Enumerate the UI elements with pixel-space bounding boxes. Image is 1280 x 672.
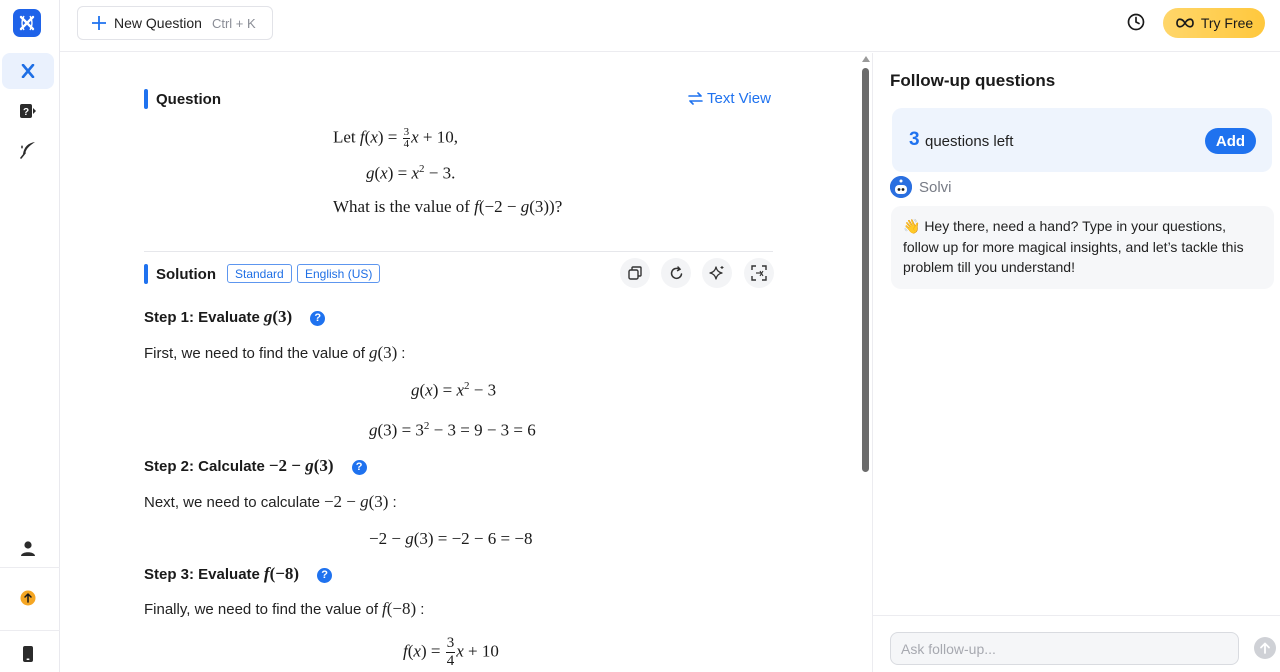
section-marker bbox=[144, 89, 148, 109]
scan-icon bbox=[751, 265, 767, 281]
bot-message: 👋 Hey there, need a hand? Type in your questions, follow up for more magical insights, and let’s tackle this problem till you understand! bbox=[891, 206, 1274, 289]
step-1-title: Step 1: Evaluate g(3) ? bbox=[144, 307, 325, 327]
section-divider bbox=[144, 251, 773, 252]
add-questions-button[interactable]: Add bbox=[1205, 128, 1256, 154]
help-icon[interactable]: ? bbox=[317, 568, 332, 583]
text-view-button[interactable] bbox=[688, 90, 771, 107]
section-marker bbox=[144, 264, 148, 284]
questions-left-count: 3 bbox=[909, 129, 920, 150]
step-3-title: Step 3: Evaluate f(−8) ? bbox=[144, 564, 332, 584]
sidebar-divider-bottom bbox=[0, 630, 60, 631]
robot-avatar-icon bbox=[890, 176, 912, 198]
sidebar-item-upgrade[interactable] bbox=[2, 580, 54, 616]
sidebar-item-homework[interactable] bbox=[2, 93, 54, 129]
question-header bbox=[144, 89, 221, 109]
sidebar-item-solver[interactable] bbox=[2, 53, 54, 89]
upgrade-arrow-icon bbox=[20, 590, 36, 606]
questions-left-card bbox=[892, 108, 1272, 172]
followup-title: Follow-up questions bbox=[890, 71, 1056, 90]
regenerate-button[interactable] bbox=[661, 258, 691, 288]
help-icon[interactable]: ? bbox=[310, 311, 325, 326]
solution-header bbox=[144, 264, 216, 284]
sidebar-item-account[interactable] bbox=[2, 530, 54, 566]
quill-pen-icon bbox=[19, 141, 37, 159]
step-1-equation-1: $g(x) = x^2 - 3$ bbox=[411, 380, 497, 400]
step-3-text: Finally, we need to find the value of f(−8) : bbox=[144, 599, 425, 618]
help-icon[interactable]: ? bbox=[352, 460, 367, 475]
let-text: Let bbox=[333, 127, 356, 147]
math-x-icon bbox=[20, 64, 36, 78]
sidebar-item-writer[interactable] bbox=[2, 132, 54, 168]
swap-arrows-icon bbox=[688, 92, 703, 105]
followup-panel bbox=[872, 53, 1280, 672]
question-line-1: Let f(x) = $\frac{3}{4}$ x + 10, bbox=[333, 126, 458, 150]
step-1-text: First, we need to find the value of g(3) : bbox=[144, 343, 406, 362]
step-2-text: Next, we need to calculate −2 − g(3) : bbox=[144, 492, 397, 511]
top-bar bbox=[60, 0, 1280, 52]
bot-name: Solvi bbox=[919, 179, 952, 196]
text-view-label: Text View bbox=[707, 90, 771, 107]
arrow-up-icon bbox=[1259, 642, 1271, 654]
send-button[interactable] bbox=[1254, 637, 1276, 659]
question-heading: Question bbox=[156, 90, 222, 108]
scan-button[interactable] bbox=[744, 258, 774, 288]
tag-standard[interactable]: Standard bbox=[227, 264, 292, 283]
plus-icon bbox=[92, 16, 106, 30]
sidebar bbox=[0, 0, 60, 672]
user-icon bbox=[20, 540, 36, 556]
copy-icon bbox=[628, 266, 642, 280]
new-question-shortcut: Ctrl + K bbox=[211, 15, 256, 31]
followup-input[interactable] bbox=[890, 632, 1239, 665]
step-3-equation: f(x) = $\frac{3}{4}$ x + 10 bbox=[403, 635, 499, 669]
try-free-label: Try Free bbox=[1200, 15, 1254, 31]
solution-heading: Solution bbox=[156, 265, 216, 283]
question-line-2: $g(x) = x^2 - 3$. bbox=[366, 163, 456, 183]
sidebar-divider bbox=[0, 567, 60, 568]
phone-icon bbox=[22, 645, 34, 663]
input-divider bbox=[873, 615, 1280, 616]
scroll-up-arrow-icon[interactable] bbox=[862, 56, 870, 62]
magic-button[interactable] bbox=[702, 258, 732, 288]
questions-left-label: questions left bbox=[925, 133, 1014, 150]
app-logo-icon[interactable] bbox=[13, 9, 41, 37]
new-question-label: New Question bbox=[114, 15, 202, 31]
solution-panel bbox=[60, 53, 872, 672]
infinity-icon bbox=[1175, 18, 1195, 28]
sidebar-item-mobile-app[interactable] bbox=[2, 636, 54, 672]
step-2-equation: −2 − g(3) = −2 − 6 = −8 bbox=[369, 529, 533, 548]
step-2-title: Step 2: Calculate −2 − g(3) ? bbox=[144, 456, 367, 476]
question-prompt: What is the value of bbox=[333, 197, 470, 216]
new-question-button[interactable] bbox=[77, 6, 273, 40]
clock-icon[interactable] bbox=[1126, 12, 1146, 32]
question-line-3: What is the value of f(−2 − g(3))? bbox=[333, 197, 563, 216]
refresh-icon bbox=[669, 266, 684, 281]
step-1-equation-2: $g(3) = 3^2 - 3 = 9 - 3 = 6$ bbox=[369, 420, 536, 440]
tag-language[interactable]: English (US) bbox=[297, 264, 380, 283]
try-free-button[interactable] bbox=[1163, 8, 1265, 38]
question-video-icon bbox=[19, 103, 37, 119]
copy-button[interactable] bbox=[620, 258, 650, 288]
svg-text:?: ? bbox=[22, 107, 30, 118]
scrollbar-thumb[interactable] bbox=[862, 68, 869, 472]
sparkle-icon bbox=[709, 265, 725, 281]
